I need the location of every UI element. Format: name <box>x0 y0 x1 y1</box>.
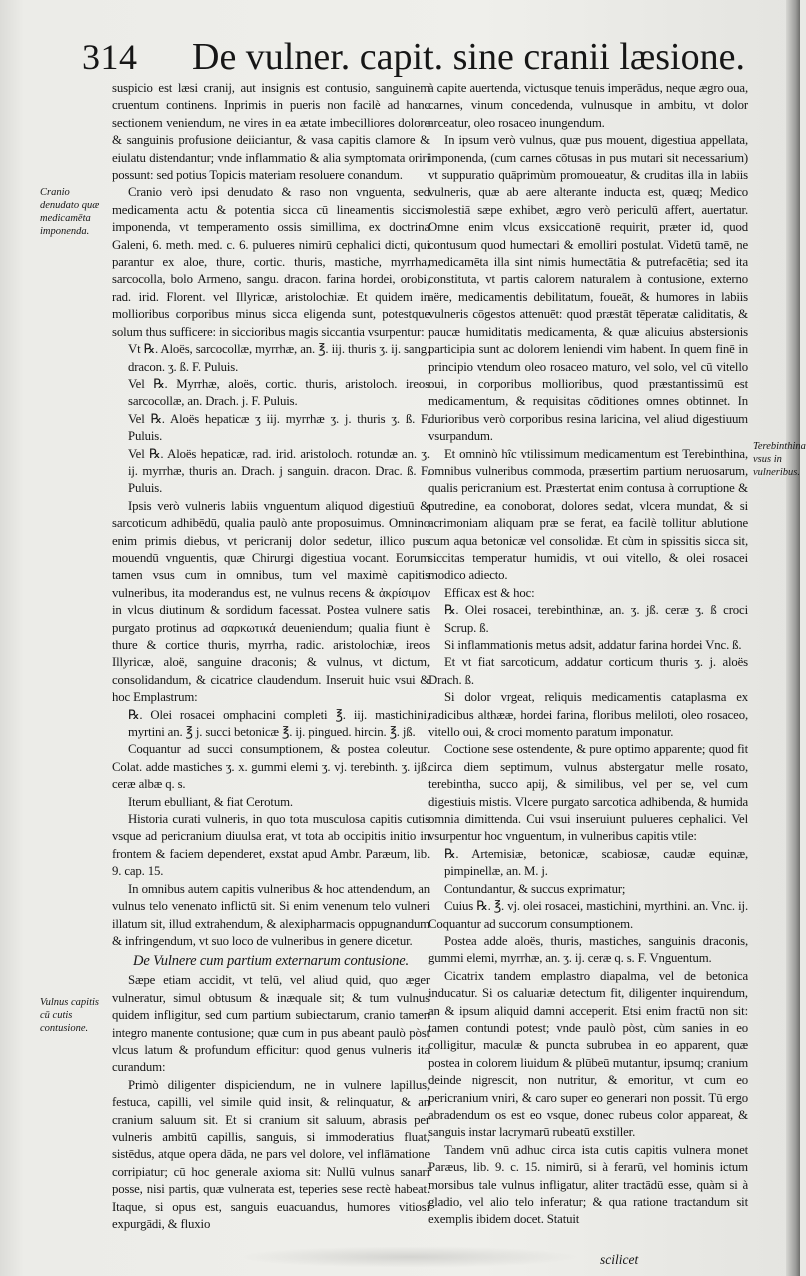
recipe-line: Vt ℞. Aloës, sarcocollæ, myrrhæ, an. ℥. iij. thuris ʒ. ij. sang. dracon. ʒ. ß. F. Puluis. <box>128 342 430 374</box>
paragraph: Cranio verò ipsi denudato & raso non vnguenta, sed medicamenta actu & potentia sicca cū lineamentis siccis imponenda, vt temperamento ossis simillima, ex doctrina Galeni, 6. meth. med. c. 6. pulueres nimirū cephalici dicti, qui parantur ex aloe, thure, cortic. thuris, mastiche, myrrha, sarcocolla, bolo Armeno, sangu. dracon. farina hordei, orobi, rad. irid. Florent. vel Illyricæ, aristolochiæ. Et quidem in mollioribus corporibus minus sicca eligenda sunt, potestque solum thus sufficere: in siccioribus magis siccantia vsurpentur: <box>112 185 430 339</box>
recipe-line: Vel ℞. Aloës hepaticæ, rad. irid. aristoloch. rotundæ an. ʒ. ij. myrrhæ, thuris an. Drach. j sanguin. dracon. Drac. ß. F. Puluis. <box>128 446 430 496</box>
paragraph: Iterum ebulliant, & fiat Cerotum. <box>128 794 293 809</box>
paragraph: Et vt fiat sarcoticum, addatur corticum thuris ʒ. j. aloës Drach. ß. <box>428 655 748 687</box>
paragraph: Coctione sese ostendente, & pure optimo apparente; quod fit circa diem septimum, vulnus abstergatur melle rosato, terebintha, succo apij, & similibus, vel per se, vel cum digestiuis mistis. Vlcere purgato sarcotica adhibenda, & humida omnia dimittenda. Cui vsui inseruiunt pulueres cephalici. Vel vsurpentur hoc vnguentum, in vulneribus capitis vtile: <box>428 742 748 844</box>
recipe-line: ℞. Olei rosacei, terebinthinæ, an. ʒ. jß. ceræ ʒ. ß croci Scrup. ß. <box>444 603 748 635</box>
page-header <box>82 34 745 80</box>
page-spine-shadow <box>786 0 800 1276</box>
recipe-line: Vel ℞. Aloës hepaticæ ʒ iij. myrrhæ ʒ. j. thuris ʒ. ß. F. Puluis. <box>128 411 430 444</box>
paragraph: Cuius ℞. ℥. vj. olei rosacei, mastichini, myrthini. an. Vnc. ij. Coquantur ad succorum consumptionem. <box>428 899 748 931</box>
recipe-line: Vel ℞. Myrrhæ, aloës, cortic. thuris, aristoloch. ireos sarcocollæ, an. Drach. j. F. Puluis. <box>128 376 430 409</box>
recipe-line: ℞. Olei rosacei omphacini completi ℥. iij. mastichini, myrtini an. ℥ j. succi betonicæ ℥. ij. pingued. hircin. ℥. jß. <box>128 707 430 740</box>
margin-note-vulnus-capitis: Vulnus capitis cū cutis contusione. <box>40 997 100 1034</box>
margin-note-cranio: Cranio denudato quæ medicamēta imponenda. <box>40 187 100 237</box>
paragraph: Si dolor vrgeat, reliquis medicamentis cataplasma ex radicibus althææ, hordei farina, floribus meliloti, oleo rosaceo, vitello oui, & croci momento paratum imponatur. <box>428 690 748 740</box>
paragraph: Tandem vnū adhuc circa ista cutis capitis vulnera monet Paræus, lib. 9. c. 15. nimirū, si à ferarū, vel hominis ictum morsibus tale vulnus infligatur, aliter tractādū esse, quàm si à gladio, vel alio telo inferatur; & qua ratione tractandum sit exemplis ibidem docet. Statuit <box>428 1142 748 1227</box>
paragraph: Coquantur ad succi consumptionem, & postea coleutur. Colat. adde mastiches ʒ. x. gummi elemi ʒ. vj. terebinth. ʒ. ijß. ceræ albæ q. s. <box>112 742 430 792</box>
paragraph: Historia curati vulneris, in quo tota musculosa capitis cutis vsque ad pericranium diuulsa erat, vt tota ab occipitis initio in frontem & faciem dependeret, exstat apud Ambr. Paræum, lib. 9. cap. 15. <box>112 812 430 879</box>
left-text-column <box>112 80 430 1233</box>
recipe-line: ℞. Artemisiæ, betonicæ, scabiosæ, caudæ equinæ, pimpinellæ, an. M. j. <box>444 846 748 879</box>
ink-bleed-smudge <box>240 1246 580 1268</box>
paragraph: Ipsis verò vulneris labiis vnguentum aliquod digestiuū & sarcoticum adhibēdū, qualia paulò ante proposuimus. Omnino enim primis diebus, vt pericranij dolor sedetur, illico pus mouendū vnguentis, quæ Chirurgi digestiua vocant. Eorum tamen vsus cum in omnibus, tum vel maximè capitis vulneribus, ita moderandus est, ne vulnus recens & ἀκρίσιμον in vlcus diutinum & sordidum facessat. Postea vulnere satis purgato protinus ad σαρκωτικά deueniendum; qualia fiunt è thure & cortice thuris, myrrha, radic. aristolochiæ, ireos Illyricæ, aloë, sanguine draconis; & vulnus, vt dictum, consolidandum, & cicatrice claudendum. Inseruit huic vsui & hoc Emplastrum: <box>112 498 430 705</box>
paragraph: Cicatrix tandem emplastro diapalma, vel de betonica inducatur. Si os caluariæ detectum fit, diligenter inquirendum, an & ipsum aliquid damni acceperit. Etsi enim fractū non sit: tamen contundi potest; vnde paulò pòst, cùm sanies in eo colligitur, maculæ & puncta subrubea in eo apparent, quæ postea in colorem liuidum & plūbeū mutantur, ipsumq; cranium deinde nigrescit, non nutritur, & emoritur, vt cum eo pericranium vniri, & caro super eo generari non possit. Tū ergo abradendum os est eo vsque, donec rubeus color appareat, & sanguis instar lacrymarū rubeatū exstiller. <box>428 968 748 1140</box>
margin-note-terebinthina: Terebinthina vsus in vulneribus. <box>753 441 806 478</box>
paragraph: suspicio est læsi cranij, aut insignis est contusio, sanguinem cruentum continens. Inprimis in pueris non facilè ad hanc sectionem veniendum, ne vires in ea ætate imbecilliores dolore & sanguinis profusione deiiciantur, & vasa capitis clamore & eiulatu distendantur; vnde inflammatio & alia symptomata oriri possunt: sed potius Topicis materiam resoluere conandum. <box>112 81 430 183</box>
paragraph: Primò diligenter dispiciendum, ne in vulnere lapillus, festuca, capilli, vel simile quid insit, & relinquatur, & an cranium saluum sit. Et si cranium sit saluum, abrasis per vulneris ambitū capillis, sanguis, si immoderatius fluat, sistēdus, atque opera dāda, ne pars vel dolore, vel inflāmatione corripiatur; cū hoc generale axioma sit: Nullū vulnus sanari posse, nisi partis, quæ vulnerata est, teperies sese rectè habeat. Itaque, si opus est, sanguis euacuandus, humores vitiosi expurgādi, & fluxio <box>112 1077 430 1231</box>
paragraph: In ipsum verò vulnus, quæ pus mouent, digestiua appellata, imponenda, (cum carnes cōtusas in pus mutari sit necessarium) vt suppuratio quāprimùm promoueatur, & cruditas illa in labiis vulneris, quæ ab aere alterante inducta est, quæq; Medico molestiā sæpe exhibet, ægro verò periculū affert, auertatur. Omne enim vlcus exsiccationē requirit, præter id, quod contusum quod humectari & emolliri postulat. Videtū tamē, ne medicamēta illa sint nimis humectātia & putrefacētia; sed ita constituta, vt partis calorem naturalem à contusione, externo aëre, medicamentis debilitatum, foueāt, & humores in labiis vulneris cōgestos attenuēt: quod præstāt tēperatæ caliditatis, & paucæ humiditatis medicamenta, & quæ alicuius abstersionis participia sunt ac dolorem leniendi vim habent. In quem finē in principio vtendum oleo rosaceo maturo, vel solo, vel cū vitello oui, in corporibus mollioribus, quod præstantissimū est medicamentum, & requisitas cōditiones omnes obtinnet. In durioribus verò corporibus resina laricina, vel aliud digestiuum vsurpandum. <box>428 133 748 444</box>
paragraph: Postea adde aloës, thuris, mastiches, sanguinis draconis, gummi elemi, myrrhæ, an. ʒ. ij. ceræ q. s. F. Vnguentum. <box>428 933 748 966</box>
paragraph: In omnibus autem capitis vulneribus & hoc attendendum, an vulnus telo venenato inflictū sit. Si enim venenum telo vulneri illatum sit, illud extrahendum, & alexipharmacis oppugnandum & infringendum, vt suo loco de vulneribus in genere dicetur. <box>112 881 430 948</box>
running-title: De vulner. capit. sine cranii læsione. <box>192 36 745 78</box>
catchword: scilicet <box>600 1252 639 1267</box>
section-subheading: De Vulnere cum partium externarum contusione. <box>133 953 409 970</box>
paragraph: Sæpe etiam accidit, vt telū, vel aliud quid, quo æger vulneratur, simul obtusum & inæquale sit; & tum vulnus quidem infligitur, sed cum partium subiectarum, cranio tamen integro manente contusione; quæ cum in pus abeant paulò pòst vlcus latum & profundum efficitur: quod genus vulneris ita curandum: <box>112 973 430 1075</box>
paragraph: Contundantur, & succus exprimatur; <box>444 881 626 896</box>
paragraph: Si inflammationis metus adsit, addatur farina hordei Vnc. ß. <box>444 638 742 652</box>
paragraph: à capite auertenda, victusque tenuis imperādus, neque ægro oua, carnes, vinum concedenda, vulnusque in ambitu, vt dolor arceatur, oleo rosaceo inungendum. <box>428 81 748 130</box>
paragraph: Efficax est & hoc: <box>444 585 535 600</box>
right-text-column <box>428 80 748 1229</box>
page-number: 314 <box>82 37 138 77</box>
paragraph: Et omninò hîc vtilissimum medicamentum est Terebinthina, omnibus vulneribus commoda, præsertim partium neruosarum, qualis pericranium est. Præstertat enim contusa à corruptione & putredine, ea conoborat, dolores sedat, vlcera mundat, & si acrimoniam aliquam præ se ferat, ea facilè tollitur ablutione cum aqua betonicæ vel consolidæ. Et cùm in spissitis sicca sit, siccitas temperatur humidis, vt oui vitello, & olei rosacei modico adiecto. <box>428 446 748 583</box>
